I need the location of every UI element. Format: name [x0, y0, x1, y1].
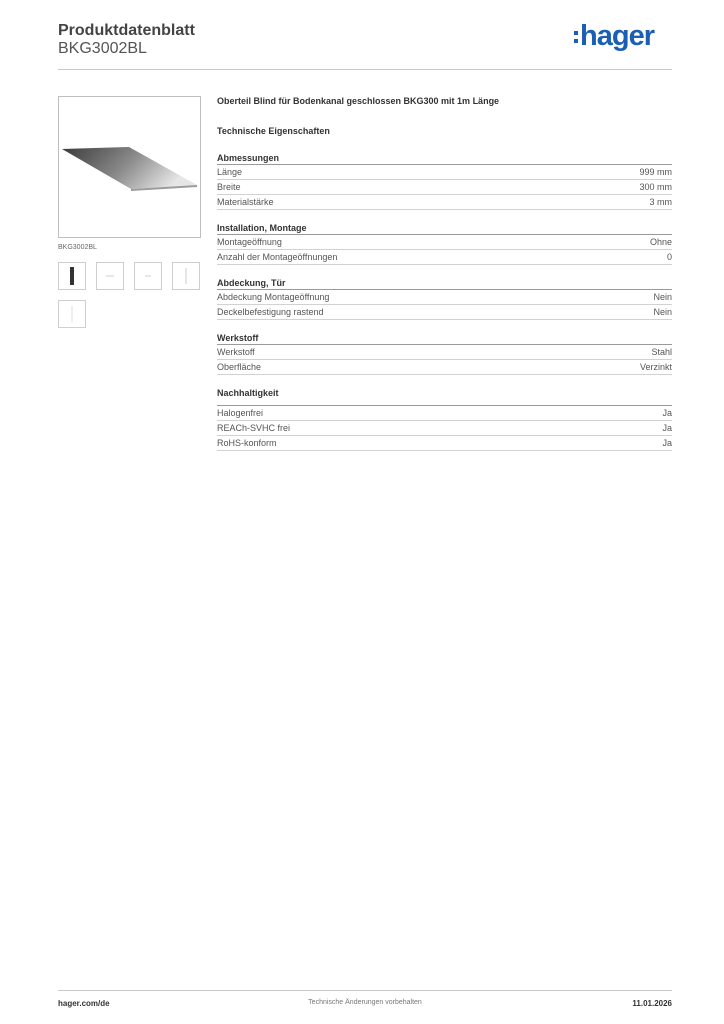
- property-row: [217, 290, 672, 305]
- footer-website-link[interactable]: hager.com/de: [58, 999, 110, 1008]
- thumbnail-2[interactable]: [96, 262, 124, 290]
- hager-logo: [574, 20, 654, 53]
- thumbnail-view-icon: [103, 274, 117, 278]
- property-value: Nein: [653, 307, 672, 317]
- property-row: [217, 436, 672, 451]
- section-abmessungen: [217, 152, 672, 210]
- section-title: Werkstoff: [217, 332, 672, 345]
- image-caption: BKG3002BL: [58, 244, 97, 251]
- product-image: [58, 96, 201, 238]
- property-value: Stahl: [651, 347, 672, 357]
- property-label: REACh-SVHC frei: [217, 423, 291, 433]
- property-value: Verzinkt: [639, 362, 672, 372]
- section-nachhaltigkeit: [217, 387, 672, 451]
- thumbnail-3[interactable]: [134, 262, 162, 290]
- property-label: Abdeckung Montageöffnung: [217, 292, 330, 302]
- section-title: Abdeckung, Tür: [217, 277, 672, 290]
- section-title: Installation, Montage: [217, 222, 672, 235]
- property-label: Werkstoff: [217, 347, 255, 357]
- document-title: Produktdatenblatt: [58, 22, 195, 39]
- property-label: Materialstärke: [217, 197, 274, 207]
- property-value: Nein: [653, 292, 672, 302]
- property-value: 999 mm: [639, 167, 672, 177]
- page-header: [58, 20, 672, 70]
- thumbnail-5[interactable]: [58, 300, 86, 328]
- product-details: [217, 96, 672, 463]
- property-row: [217, 180, 672, 195]
- page-footer: [58, 990, 672, 1010]
- property-row: [217, 195, 672, 210]
- property-label: Deckelbefestigung rastend: [217, 307, 324, 317]
- property-row: [217, 165, 672, 180]
- technical-properties-heading: Technische Eigenschaften: [217, 126, 330, 136]
- property-label: Montageöffnung: [217, 237, 282, 247]
- thumbnail-view-icon: [141, 274, 155, 278]
- logo-text: hager: [580, 20, 654, 52]
- property-label: Länge: [217, 167, 243, 177]
- property-row: [217, 305, 672, 320]
- product-description: Oberteil Blind für Bodenkanal geschlossen BKG300 mit 1m Länge: [217, 96, 500, 106]
- property-value: Ja: [662, 438, 672, 448]
- property-value: 300 mm: [639, 182, 672, 192]
- property-row: [217, 406, 672, 421]
- property-row: [217, 250, 672, 265]
- section-installation-montage: [217, 222, 672, 265]
- property-value: Ohne: [649, 237, 672, 247]
- section-abdeckung-tuer: [217, 277, 672, 320]
- thumbnail-view-icon: [70, 304, 74, 324]
- footer-disclaimer: Technische Änderungen vorbehalten: [308, 999, 422, 1006]
- property-value: Ja: [662, 423, 672, 433]
- property-row: [217, 360, 672, 375]
- property-label: Anzahl der Montageöffnungen: [217, 252, 338, 262]
- property-label: Halogenfrei: [217, 408, 264, 418]
- logo-dots-icon: [574, 29, 578, 45]
- thumbnail-1[interactable]: [58, 262, 86, 290]
- property-label: Breite: [217, 182, 241, 192]
- property-row: [217, 345, 672, 360]
- property-row: [217, 421, 672, 436]
- property-value: 0: [666, 252, 672, 262]
- property-value: 3 mm: [649, 197, 672, 207]
- section-werkstoff: [217, 332, 672, 375]
- thumbnail-view-icon: [184, 266, 188, 286]
- section-title: Nachhaltigkeit: [217, 387, 672, 406]
- thumbnail-4[interactable]: [172, 262, 200, 290]
- cover-plate-icon: [59, 97, 200, 237]
- property-label: RoHS-konform: [217, 438, 277, 448]
- section-title: Abmessungen: [217, 152, 672, 165]
- footer-date: 11.01.2026: [632, 999, 672, 1008]
- document-subtitle: BKG3002BL: [58, 40, 147, 57]
- property-value: Ja: [662, 408, 672, 418]
- property-row: [217, 235, 672, 250]
- thumbnail-view-icon: [67, 266, 77, 286]
- property-label: Oberfläche: [217, 362, 262, 372]
